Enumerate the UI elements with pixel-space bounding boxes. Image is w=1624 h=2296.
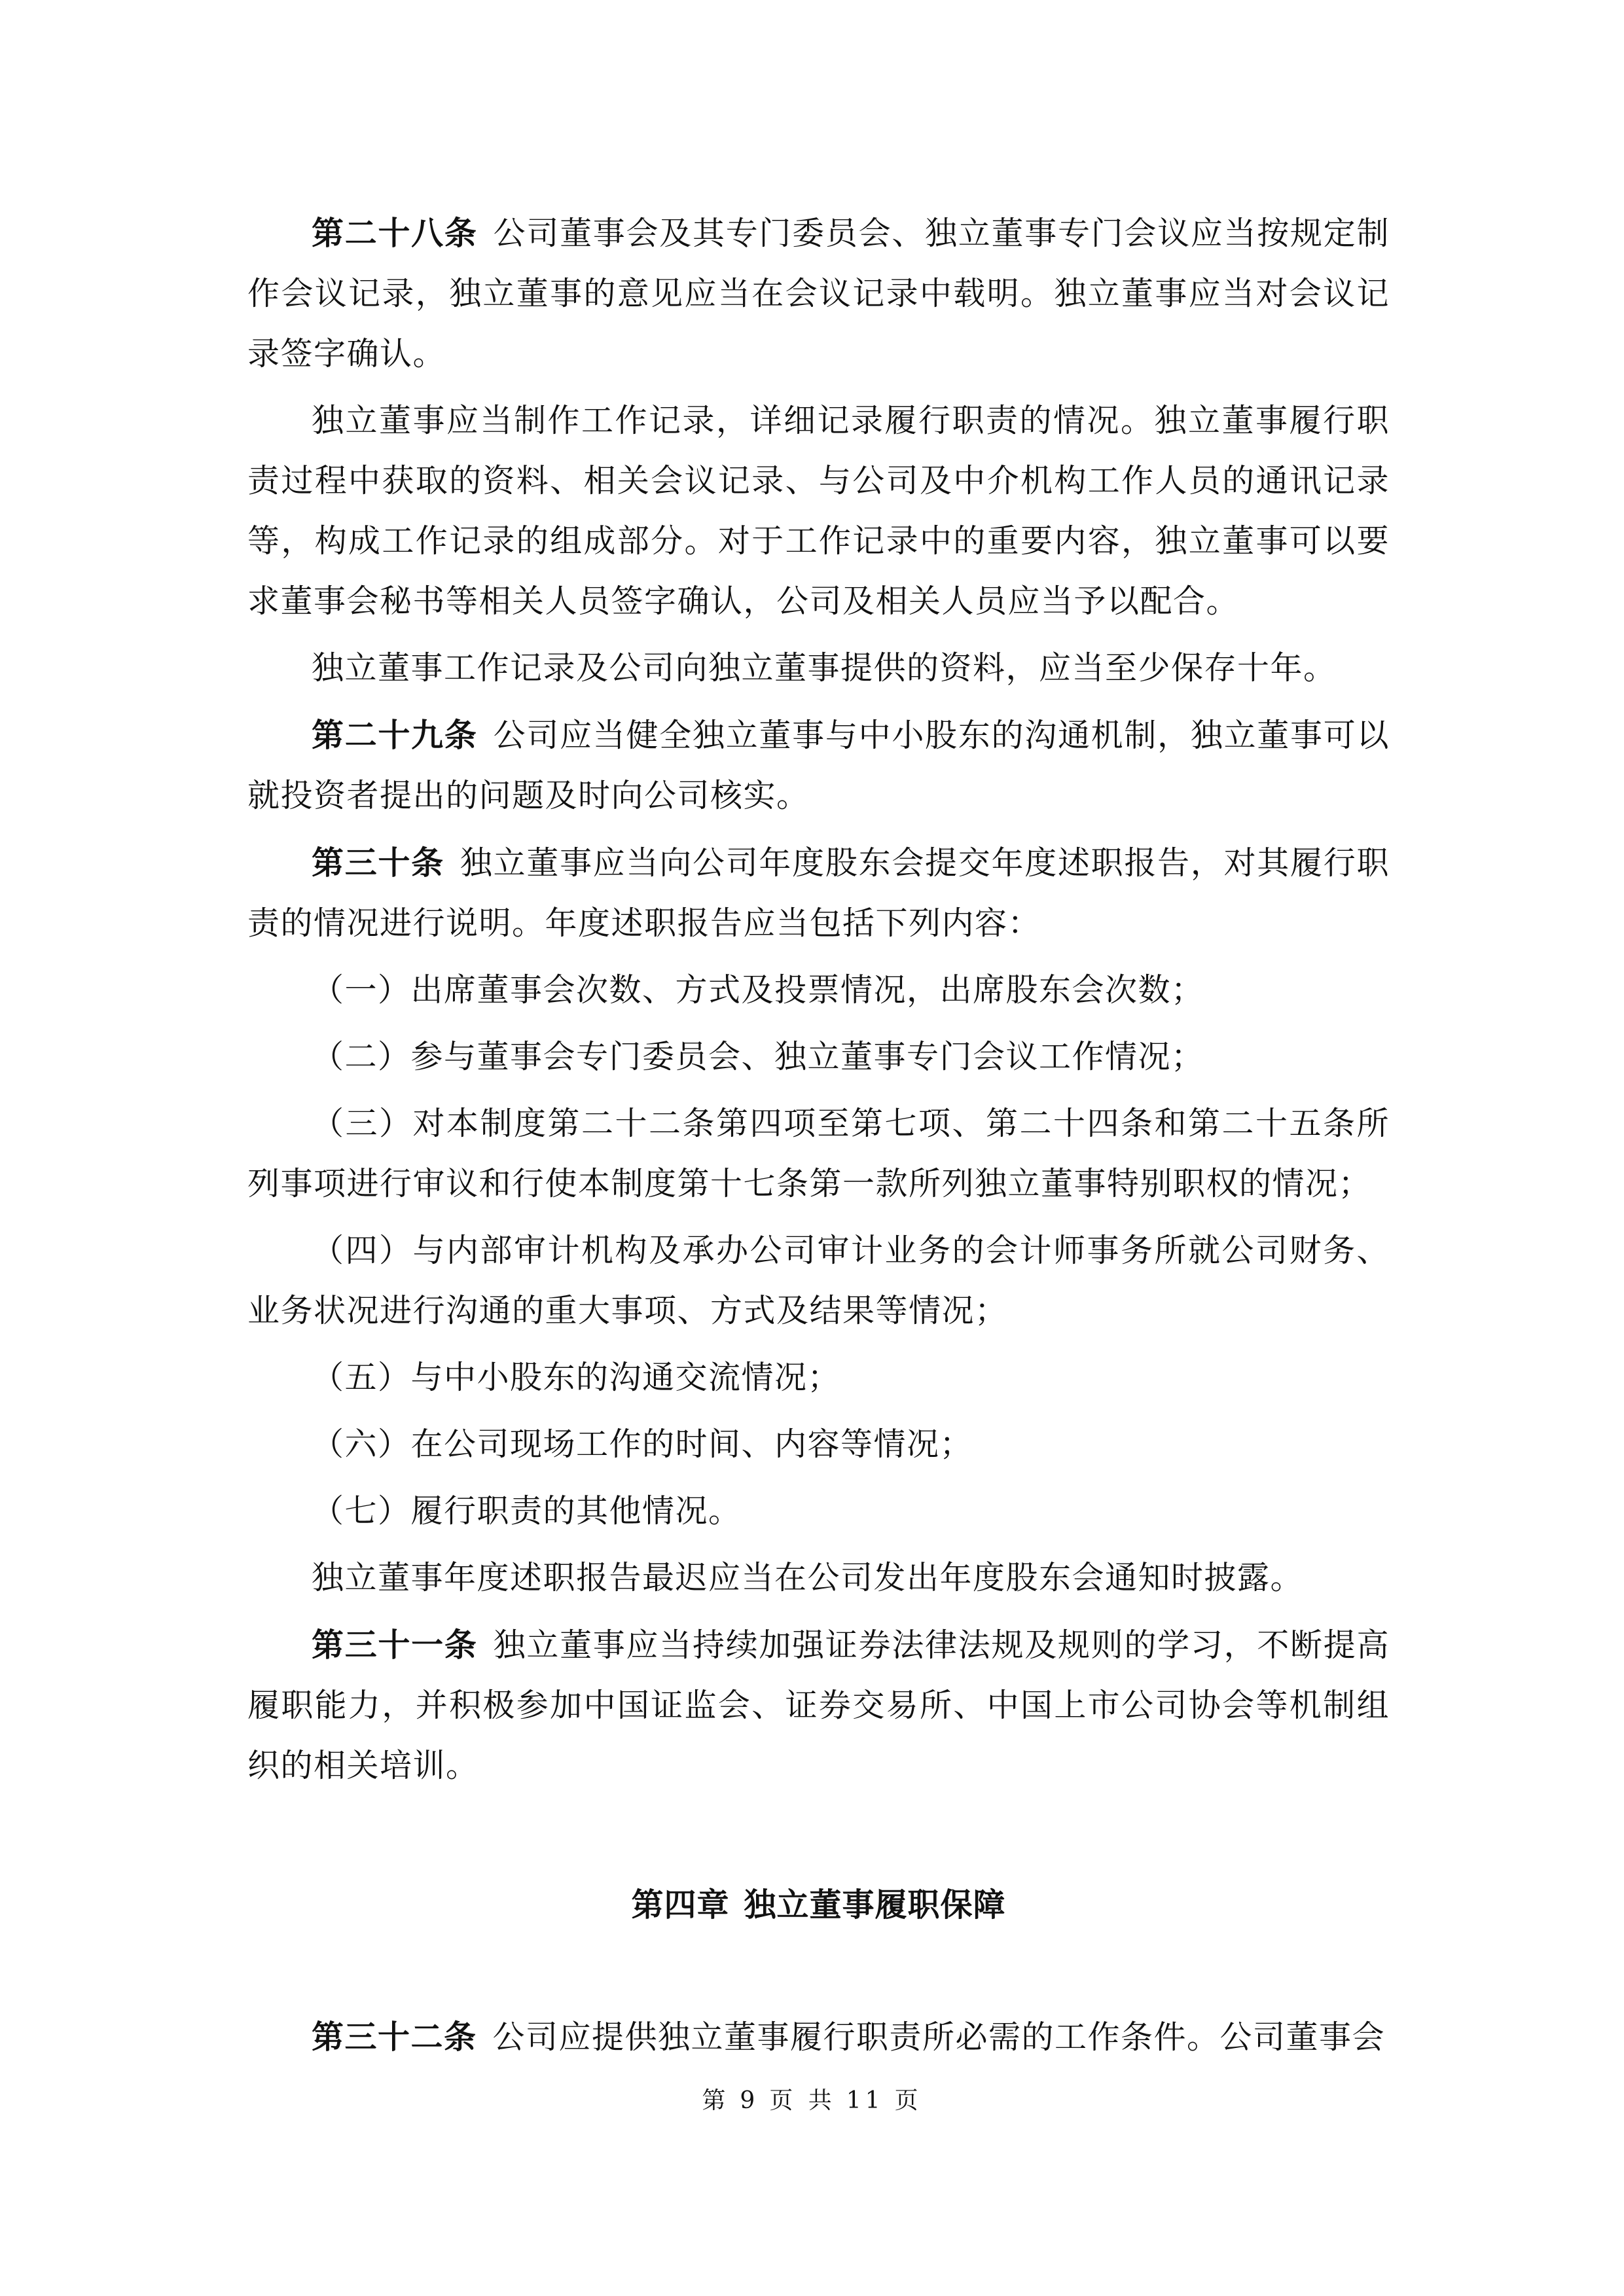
article-heading: 第三十一条: [312, 1626, 478, 1664]
paragraph-text: （四）与内部审计机构及承办公司审计业务的会计师事务所就公司财务、业务状况进行沟通的重大事项、方式及结果等情况；: [247, 1232, 1390, 1329]
paragraph-article-30: [247, 833, 1390, 954]
footer-page-number: 9: [740, 2087, 759, 2114]
chapter-heading: [247, 1874, 1390, 1935]
article-heading: 第二十八条: [312, 214, 478, 252]
chapter-number: 第四章: [631, 1886, 730, 1924]
paragraph-text: 公司应提供独立董事履行职责所必需的工作条件。公司董事会: [492, 2018, 1386, 2056]
paragraph-text: 独立董事年度述职报告最迟应当在公司发出年度股东会通知时披露。: [312, 1559, 1304, 1596]
list-item: [247, 1027, 1390, 1087]
paragraph-text: （三）对本制度第二十二条第四项至第七项、第二十四条和第二十五条所列事项进行审议和行使本制度第十七条第一款所列独立董事特别职权的情况；: [247, 1105, 1390, 1202]
paragraph-text: 独立董事应当持续加强证券法律法规及规则的学习，不断提高履职能力，并积极参加中国证监会、证券交易所、中国上市公司协会等机制组织的相关培训。: [247, 1626, 1390, 1784]
paragraph-text: （六）在公司现场工作的时间、内容等情况；: [312, 1426, 973, 1463]
paragraph-text: 独立董事应当制作工作记录，详细记录履行职责的情况。独立董事履行职责过程中获取的资料、相关会议记录、与公司及中介机构工作人员的通讯记录等，构成工作记录的组成部分。对于工作记录中的重要内容，独立董事可以要求董事会秘书等相关人员签字确认，公司及相关人员应当予以配合。: [247, 402, 1390, 620]
article-heading: 第二十九条: [312, 716, 478, 754]
paragraph: [247, 638, 1390, 698]
paragraph-text: 公司董事会及其专门委员会、独立董事专门会议应当按规定制作会议记录，独立董事的意见应当在会议记录中载明。独立董事应当对会议记录签字确认。: [247, 215, 1390, 372]
paragraph-article-31: [247, 1615, 1390, 1796]
footer-middle: 页 共: [769, 2087, 836, 2114]
footer-prefix: 第: [702, 2087, 730, 2114]
list-item: [247, 960, 1390, 1020]
paragraph: [247, 1548, 1390, 1608]
list-item: [247, 1221, 1390, 1341]
chapter-title: 独立董事履职保障: [744, 1886, 1006, 1924]
paragraph-text: （七）履行职责的其他情况。: [312, 1492, 742, 1530]
article-heading: 第三十二条: [312, 2018, 477, 2056]
page-footer: [0, 2088, 1624, 2114]
paragraph-article-28: [247, 203, 1390, 384]
list-item: [247, 1414, 1390, 1475]
paragraph-text: 公司应当健全独立董事与中小股东的沟通机制，独立董事可以就投资者提出的问题及时向公司核实。: [247, 717, 1390, 814]
paragraph-text: 独立董事应当向公司年度股东会提交年度述职报告，对其履行职责的情况进行说明。年度述职报告应当包括下列内容：: [247, 844, 1390, 942]
paragraph-text: （一）出席董事会次数、方式及投票情况，出席股东会次数；: [312, 971, 1204, 1009]
list-item: [247, 1348, 1390, 1408]
paragraph: [247, 391, 1390, 632]
list-item: [247, 1094, 1390, 1214]
footer-suffix: 页: [894, 2087, 922, 2114]
paragraph-article-29: [247, 705, 1390, 826]
paragraph-text: （五）与中小股东的沟通交流情况；: [312, 1359, 841, 1396]
document-body: [247, 203, 1390, 2068]
article-heading: 第三十条: [312, 844, 444, 882]
paragraph-article-32: [247, 2007, 1390, 2068]
paragraph-text: （二）参与董事会专门委员会、独立董事专门会议工作情况；: [312, 1038, 1204, 1075]
list-item: [247, 1481, 1390, 1541]
footer-total-pages: 11: [846, 2087, 884, 2114]
paragraph-text: 独立董事工作记录及公司向独立董事提供的资料，应当至少保存十年。: [312, 649, 1337, 687]
